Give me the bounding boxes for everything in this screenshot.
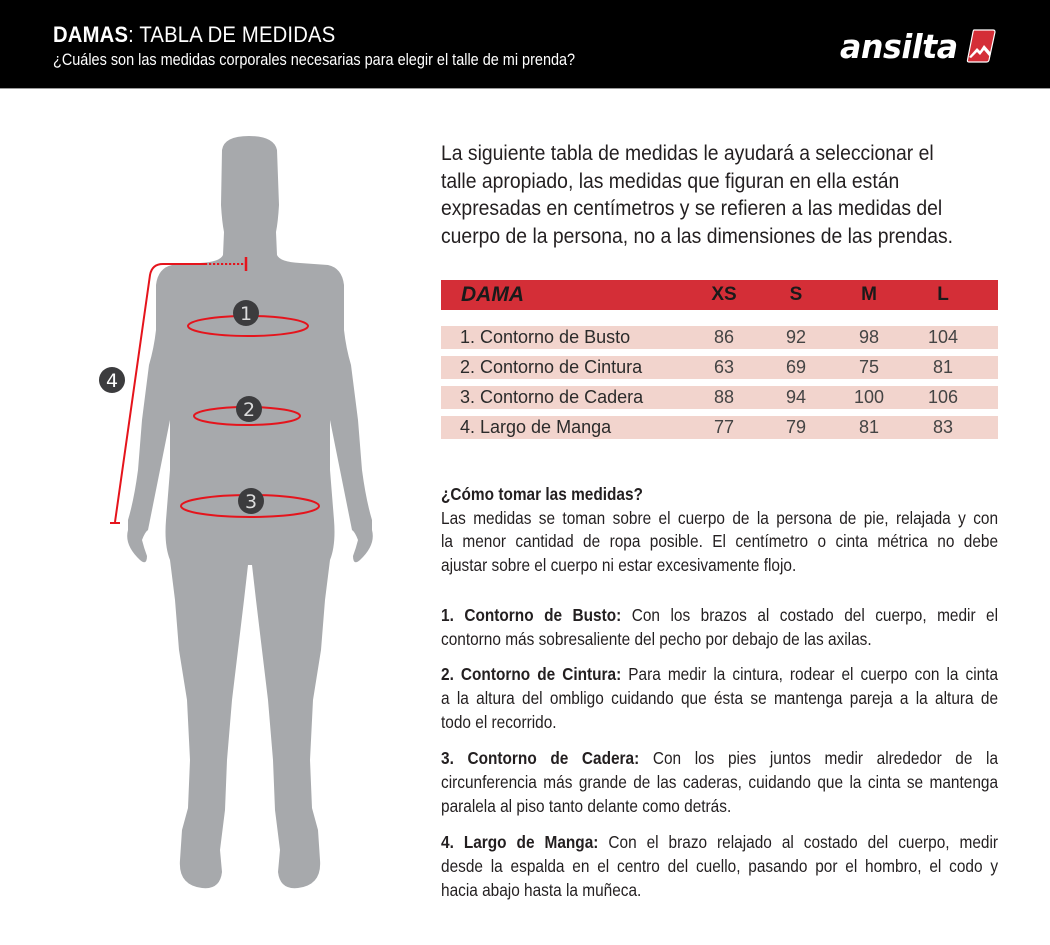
table-row [441, 416, 998, 439]
instruction-line: todo el recorrido. [441, 712, 557, 732]
svg-text:3: 3 [244, 491, 258, 513]
table-row [441, 326, 998, 349]
instruction-term: 2. Contorno de Cintura: [441, 664, 622, 684]
howto-paragraph [441, 507, 998, 578]
brand-logo [840, 26, 996, 66]
cell: 100 [853, 387, 885, 407]
marker-1 [233, 300, 259, 326]
instruction-fragment: Para medir la cintura, rodear el cuerpo con la cinta [621, 664, 999, 684]
marker-4 [99, 367, 125, 393]
howto-line: Las medidas se toman sobre el cuerpo de la persona de pie, relajada y con [441, 507, 999, 528]
howto-section [441, 483, 998, 577]
marker-3 [238, 488, 264, 514]
row-label: 4. Largo de Manga [460, 417, 612, 437]
table-row [441, 356, 998, 379]
instruction-fragment: Con los pies juntos medir alrededor de la [639, 748, 999, 768]
instruction-line [441, 746, 998, 770]
cell: 83 [932, 417, 954, 437]
size-table [441, 280, 998, 437]
instruction-line [441, 830, 998, 854]
table-header [441, 280, 998, 310]
instruction-line: a la altura del ombligo cuidando que ésta se mantenga pareja a la altura de [441, 688, 999, 708]
cell: 104 [927, 327, 959, 347]
page-title-rest: : TABLA DE MEDIDAS [128, 22, 336, 47]
cell: 92 [785, 327, 807, 347]
cell: 79 [785, 417, 807, 437]
cell: 106 [927, 387, 959, 407]
instruction-term: 1. Contorno de Busto: [441, 605, 622, 625]
body-silhouette [0, 90, 420, 945]
svg-text:4: 4 [105, 370, 119, 392]
column-header-l: L [937, 284, 949, 305]
cell: 75 [858, 357, 880, 377]
row-label: 2. Contorno de Cintura [460, 357, 643, 377]
instruction-line: hacia abajo hasta la muñeca. [441, 880, 642, 900]
howto-line: ajustar sobre el cuerpo ni estar excesivamente flojo. [441, 554, 797, 575]
table-row [441, 386, 998, 409]
column-header-xs: XS [711, 284, 737, 305]
instruction-cintura [441, 662, 998, 734]
intro-line: expresadas en centímetros y se refieren a las medidas del [441, 196, 943, 220]
intro-line: cuerpo de la persona, no a las dimensiones de las prendas. [441, 223, 954, 248]
instruction-line: contorno más sobresaliente del pecho por debajo de las axilas. [441, 629, 872, 649]
row-label: 3. Contorno de Cadera [460, 387, 644, 407]
table-title: DAMA [461, 283, 524, 306]
column-header-m: M [861, 284, 877, 305]
page-title-bold: DAMAS [53, 22, 129, 47]
mountain-logo-icon [966, 29, 996, 63]
marker-2 [236, 396, 262, 422]
svg-text:1: 1 [239, 303, 253, 325]
instruction-line [441, 662, 998, 686]
instruction-fragment: Con los brazos al costado del cuerpo, medir el [621, 605, 999, 625]
brand-wordmark: ansilta [840, 26, 958, 66]
instruction-term: 3. Contorno de Cadera: [441, 748, 640, 768]
cell: 69 [785, 357, 807, 377]
instruction-busto [441, 603, 998, 651]
instruction-manga [441, 830, 998, 902]
page-subtitle: ¿Cuáles son las medidas corporales necesarias para elegir el talle de mi prenda? [53, 50, 576, 69]
instruction-line: paralela al piso tanto delante como detrás. [441, 796, 732, 816]
instruction-line: desde la espalda en el centro del cuello, pasando por el hombro, el codo y [441, 856, 999, 876]
body-figure [0, 90, 420, 945]
svg-text:2: 2 [242, 399, 256, 421]
column-header-s: S [789, 284, 803, 305]
instruction-cadera [441, 746, 998, 818]
cell: 77 [713, 417, 735, 437]
instruction-term: 4. Largo de Manga: [441, 832, 599, 852]
intro-line: talle apropiado, las medidas que figuran en ella están [441, 168, 900, 193]
row-label: 1. Contorno de Busto [460, 327, 631, 347]
instruction-text [441, 746, 998, 818]
instruction-text [441, 830, 998, 902]
instruction-line: circunferencia más grande de las caderas, cuidando que la cinta se mantenga [441, 772, 999, 792]
cell: 98 [858, 327, 880, 347]
cell: 81 [932, 357, 954, 377]
cell: 94 [785, 387, 807, 407]
intro-line: La siguiente tabla de medidas le ayudará a seleccionar el [441, 141, 934, 165]
howto-line: la menor cantidad de ropa posible. El centímetro o cinta métrica no debe [441, 531, 999, 551]
instruction-text [441, 603, 998, 651]
cell: 63 [713, 357, 735, 377]
cell: 88 [713, 387, 735, 407]
cell: 86 [713, 327, 735, 347]
header-banner [0, 0, 1050, 89]
page-title [53, 22, 335, 48]
instruction-fragment: Con el brazo relajado al costado del cuerpo, medir [598, 832, 999, 852]
instruction-text [441, 662, 998, 734]
instruction-line [441, 603, 998, 627]
intro-paragraph [441, 140, 954, 250]
howto-heading: ¿Cómo tomar las medidas? [441, 484, 643, 504]
cell: 81 [858, 417, 880, 437]
